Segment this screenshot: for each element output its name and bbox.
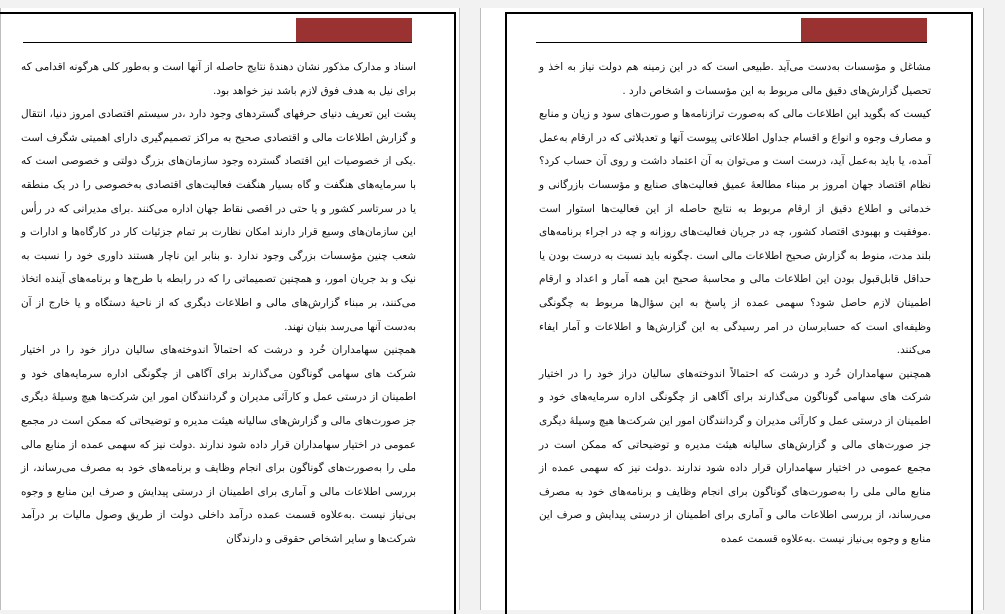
page-body-text — [21, 56, 416, 551]
document-page-left — [0, 8, 460, 610]
paragraph: همچنین سهامداران خُرد و درشت که احتمالاً اندوخته‌های سالیان دراز خود را در اختیار شرکت های سهامی گوناگون می‌گذارند برای آگاهی از چگونگی اداره سرمایه‌های خود و اطمینان از درستی عمل و کارآئی مدیران و گردانندگان امور این شرکت‌ها هیچ وسیلهٔ دیگری جز صورت‌های مالی و گزارش‌های سالیانه هیئت مدیره و توضیحاتی که ممکن است در مجمع عمومی در اختیار سهامداران قرار داده شود ندارند .دولت نیز که سهمی عمده از منابع مالی ملی را به‌صورت‌های گوناگون برای انجام وظایف و برنامه‌های خود به مصرف می‌رساند، از بررسی اطلاعات مالی و آماری برای اطمینان از درستی پیدایش و صرف این منابع و وجوه بی‌نیاز نیست .به‌علاوه قسمت عمده — [539, 367, 931, 545]
page-body-text — [539, 56, 931, 551]
header-color-bar — [801, 18, 927, 42]
paragraph: همچنین سهامداران خُرد و درشت که احتمالاً اندوخته‌های سالیان دراز خود را در اختیار شرکت های سهامی گوناگون می‌گذارند برای آگاهی از چگونگی اداره سرمایه‌های خود و اطمینان از درستی عمل و کارآئی مدیران و گردانندگان امور این شرکت‌ها هیچ وسیلهٔ دیگری جز صورت‌های مالی و گزارش‌های سالیانه هیئت مدیره و توضیحاتی که ممکن است در مجمع عمومی در اختیار سهامداران قرار داده شود ندارند .دولت نیز که سهمی عمده از منابع مالی ملی را به‌صورت‌های گوناگون برای انجام وظایف و برنامه‌های خود به مصرف می‌رساند، از بررسی اطلاعات مالی و آماری برای اطمینان از درستی پیدایش و صرف این منابع و وجوه بی‌نیاز نیست .به‌علاوه قسمت عمده درآمد داخلی دولت از طریق وصول مالیات بر درآمد شرکت‌ها و سایر اشخاص حقوقی و دارندگان — [21, 344, 416, 545]
header-rule — [536, 42, 927, 43]
paragraph: مشاغل و مؤسسات به‌دست می‌آید .طبیعی است که در این زمینه هم دولت نیاز به اخذ و تحصیل گزارش‌های دقیق مالی مربوط به این مؤسسات و اشخاص دارد . — [539, 61, 931, 97]
paragraph: پشت این تعریف دنیای حرفهای گستردهای وجود دارد ،در سیستم اقتصادی امروز دنیا، انتقال و گزارش اطلاعات مالی و اقتصادی صحیح به مراکز تصمیم‌گیری دارای اهمیتی شگرف است .یکی از خصوصیات این اقتصاد گسترده وجود سازمان‌های بزرگ دولتی و خصوصی است که با سرمایه‌های هنگفت و گاه بسیار هنگفت فعالیت‌های اقتصادی به‌خصوصی را در یک منطقه یا در سرتاسر کشور و یا حتی در اقصی نقاط جهان اداره می‌کنند .برای مدیرانی که در رأس این سازمان‌های وسیع قرار دارند امکان نظارت بر تمام جزئیات کار در کارگاه‌ها و ادارات و شعب چنین مؤسسات بزرگی وجود ندارد .و بنابر این ناچار هستند داوری خود را نسبت به نیک و بد جریان امور، و همچنین تصمیماتی را که در رابطه با طرح‌ها و برنامه‌های آینده اتخاذ می‌کنند، بر مبناء گزارش‌های مالی و اطلاعات دیگری که از ناحیهٔ دستگاه و یا خارج از آن به‌دست آنها می‌رسد بنیان نهند. — [21, 108, 416, 333]
header-rule — [23, 42, 412, 43]
paragraph: اسناد و مدارک مذکور نشان دهندهٔ نتایج حاصله از آنها است و به‌طور کلی هرگونه اقدامی که برای نیل به هدف فوق لازم باشد نیز خواهد بود. — [21, 61, 416, 97]
document-page-right — [480, 8, 984, 610]
paragraph: کیست که بگوید این اطلاعات مالی که به‌صورت ترازنامه‌ها و صورت‌های سود و زیان و منابع و مصارف وجوه و انواع و اقسام جداول اطلاعاتی پیوست آنها و تعدیلاتی که در ارقام به‌عمل آمده، یا باید به‌عمل آید، درست است و می‌توان به آن اعتماد داشت و روی آن حساب کرد؟ نظام اقتصاد جهان امروز بر مبناء مطالعهٔ عمیق فعالیت‌های صنایع و مؤسسات بازرگانی و خدماتی و اطلاع دقیق از ارقام مربوط به نتایج حاصله از این فعالیت‌ها استوار است .موفقیت و بهبودی اقتصاد کشور، چه در جریان فعالیت‌های روزانه و چه در اجراء برنامه‌های بلند مدت، منوط به گزارش صحیح اطلاعات مالی است .چگونه باید نسبت به درست بودن یا حداقل قابل‌قبول بودن این اطلاعات مالی و محاسبهٔ صحیح این همه آمار و اعداد و ارقام اطمینان لازم حاصل شود؟ سهمی عمده از پاسخ به این سؤال‌ها مربوط به چگونگی وظیفه‌ای است که حسابرسان در امر رسیدگی به این گزارش‌ها و اطلاعات و آمار ایفاء می‌کنند. — [539, 108, 931, 357]
header-color-bar — [296, 18, 412, 42]
